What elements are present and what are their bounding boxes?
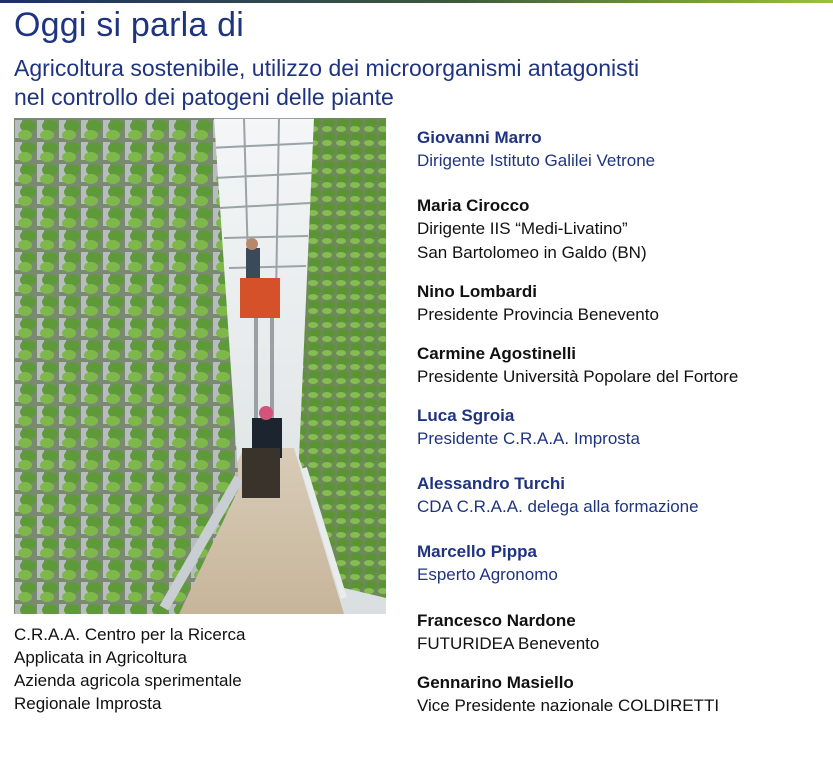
speaker-entry [417, 672, 827, 718]
speaker-entry [417, 610, 827, 656]
speaker-role: Esperto Agronomo [417, 565, 558, 584]
speaker-role: San Bartolomeo in Galdo (BN) [417, 243, 647, 262]
speaker-entry [417, 541, 827, 587]
speaker-role: Presidente Provincia Benevento [417, 305, 659, 324]
top-accent-rule [0, 0, 833, 3]
speaker-entry [417, 343, 827, 389]
speaker-entry [417, 127, 827, 173]
speaker-entry [417, 195, 827, 265]
speaker-role: FUTURIDEA Benevento [417, 634, 600, 653]
speaker-name: Alessandro Turchi [417, 474, 565, 493]
caption-line: Regionale Improsta [14, 694, 162, 713]
speaker-name: Luca Sgroia [417, 406, 515, 425]
caption-line: Azienda agricola sperimentale [14, 671, 242, 690]
caption-line: Applicata in Agricoltura [14, 648, 187, 667]
speaker-name: Giovanni Marro [417, 128, 542, 147]
speaker-role: Dirigente Istituto Galilei Vetrone [417, 151, 656, 170]
speaker-role: Dirigente IIS “Medi-Livatino” [417, 219, 628, 238]
speaker-name: Gennarino Masiello [417, 673, 574, 692]
speaker-entry [417, 405, 827, 451]
speaker-entry [417, 473, 827, 519]
vertical-farm-photo [14, 118, 386, 614]
speaker-name: Marcello Pippa [417, 542, 537, 561]
speaker-role: Presidente Università Popolare del Fortore [417, 367, 739, 386]
vertical-farm-illustration [14, 118, 386, 614]
caption-line: C.R.A.A. Centro per la Ricerca [14, 625, 246, 644]
subtitle-line-1: Agricoltura sostenibile, utilizzo dei microorganismi antagonisti [14, 55, 640, 81]
photo-caption [14, 623, 394, 715]
page-subtitle [14, 54, 814, 112]
speaker-role: Vice Presidente nazionale COLDIRETTI [417, 696, 720, 715]
speaker-name: Carmine Agostinelli [417, 344, 577, 363]
speaker-role: Presidente C.R.A.A. Improsta [417, 429, 640, 448]
subtitle-line-2: nel controllo dei patogeni delle piante [14, 84, 394, 110]
speaker-role: CDA C.R.A.A. delega alla formazione [417, 497, 699, 516]
speaker-name: Francesco Nardone [417, 611, 576, 630]
page-title: Oggi si parla di [14, 6, 244, 44]
speaker-name: Nino Lombardi [417, 282, 537, 301]
speaker-entry [417, 281, 827, 327]
speaker-name: Maria Cirocco [417, 196, 530, 215]
